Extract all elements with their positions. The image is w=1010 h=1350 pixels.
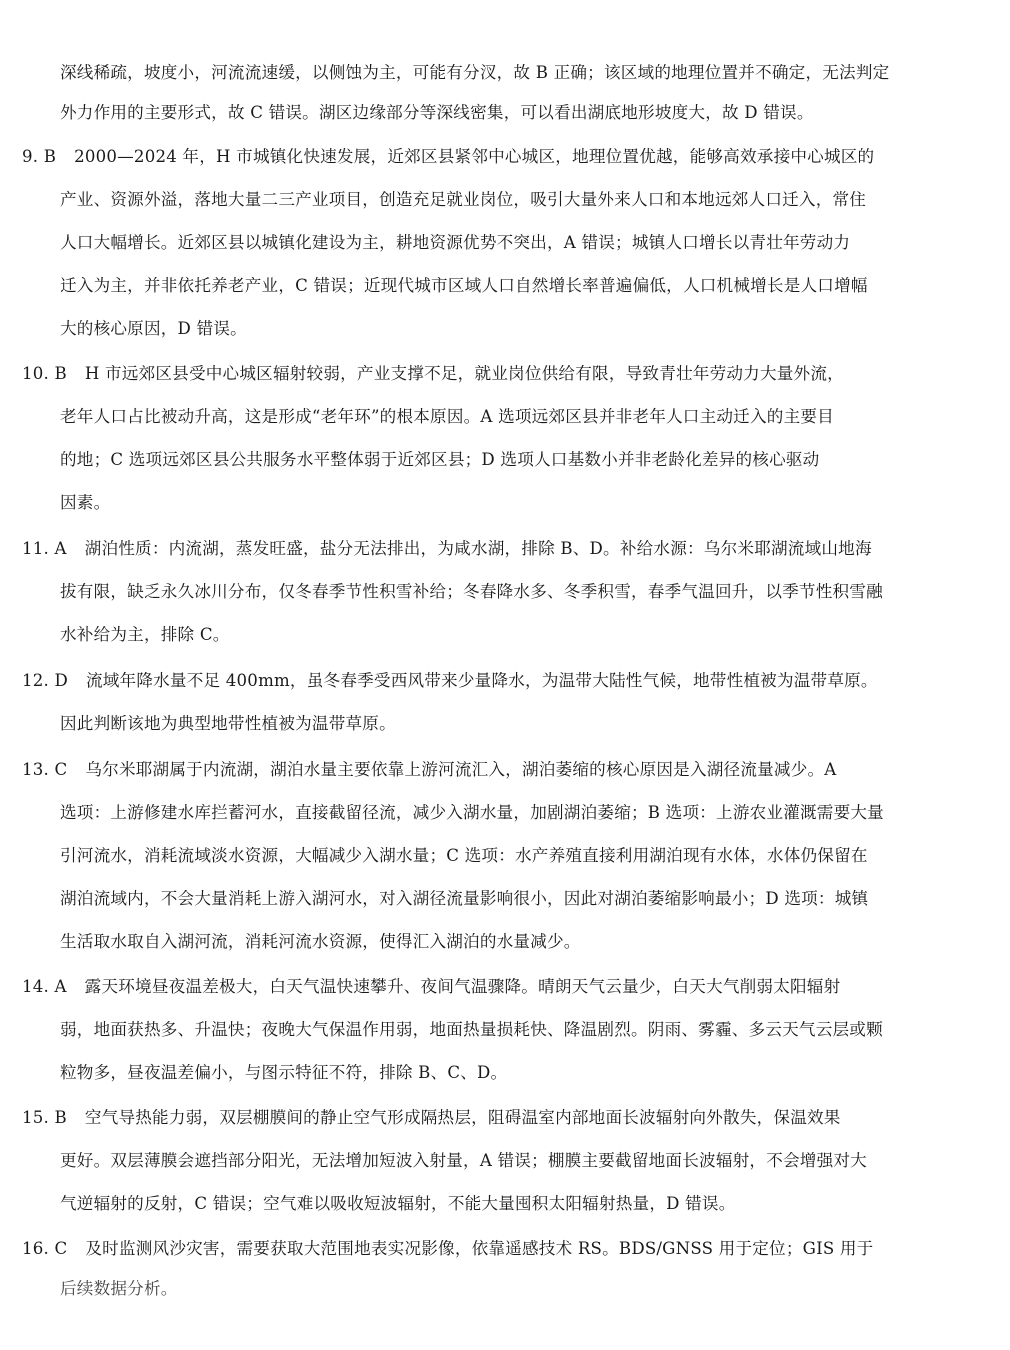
answer-number: 15. B xyxy=(22,1108,67,1127)
text-line xyxy=(0,878,1010,920)
text-line xyxy=(0,1183,1010,1225)
answer-item-16 xyxy=(0,1228,972,1270)
text-line xyxy=(0,52,1010,94)
text-line xyxy=(0,222,1010,264)
line-text: 弱，地面获热多、升温快；夜晚大气保温作用弱，地面热量损耗快、降温剧烈。阴雨、雾霾、多云天气云层或颗 xyxy=(60,1020,883,1039)
line-text: 后续数据分析。 xyxy=(60,1279,178,1298)
answer-number: 11. A xyxy=(22,539,67,558)
text-line xyxy=(0,308,1010,350)
text-line xyxy=(0,439,1010,481)
line-text: 的地；C 选项远郊区县公共服务水平整体弱于近郊区县；D 选项人口基数小并非老龄化差异的核心驱动 xyxy=(60,450,820,469)
text-line xyxy=(0,396,1010,438)
answer-item-11 xyxy=(0,528,972,570)
text-line xyxy=(0,1268,1010,1298)
text-line xyxy=(0,921,1010,963)
line-text: 水补给为主，排除 C。 xyxy=(60,625,230,644)
answer-item-14 xyxy=(0,966,972,1008)
text-line xyxy=(0,835,1010,877)
answer-item-15 xyxy=(0,1097,972,1139)
answer-number: 14. A xyxy=(22,977,67,996)
text-line xyxy=(0,482,1010,524)
answer-item-9 xyxy=(0,136,972,178)
line-text: 生活取水取自入湖河流，消耗河流水资源，使得汇入湖泊的水量减少。 xyxy=(60,932,581,951)
line-text: 及时监测风沙灾害，需要获取大范围地表实况影像，依靠遥感技术 RS。BDS/GNSS 用于定位；GIS 用于 xyxy=(85,1239,874,1258)
text-line xyxy=(0,614,1010,656)
answer-item-10 xyxy=(0,353,972,395)
answer-number: 10. B xyxy=(22,364,67,383)
line-text: 露天环境昼夜温差极大，白天气温快速攀升、夜间气温骤降。晴朗天气云量少，白天大气削弱太阳辐射 xyxy=(84,977,841,996)
line-text: 因此判断该地为典型地带性植被为温带草原。 xyxy=(60,714,396,733)
line-text: 拔有限，缺乏永久冰川分布，仅冬春季节性积雪补给；冬春降水多、冬季积雪，春季气温回升，以季节性积雪融 xyxy=(60,582,883,601)
line-text: 因素。 xyxy=(60,493,111,512)
text-line xyxy=(0,1140,1010,1182)
line-text: 湖泊性质：内流湖，蒸发旺盛，盐分无法排出，为咸水湖，排除 B、D。补给水源：乌尔米耶湖流域山地海 xyxy=(84,539,872,558)
line-text: 湖泊流域内，不会大量消耗上游入湖河水，对入湖径流量影响很小，因此对湖泊萎缩影响最小；D 选项：城镇 xyxy=(60,889,869,908)
text-line xyxy=(0,571,1010,613)
line-text: 引河流水，消耗流域淡水资源，大幅减少入湖水量；C 选项：水产养殖直接利用湖泊现有水体，水体仍保留在 xyxy=(60,846,868,865)
text-line xyxy=(0,179,1010,221)
answer-number: 13. C xyxy=(22,760,68,779)
line-text: 2000—2024 年，H 市城镇化快速发展，近郊区县紧邻中心城区，地理位置优越，能够高效承接中心城区的 xyxy=(74,147,875,166)
line-text: 大的核心原因，D 错误。 xyxy=(60,319,247,338)
line-text: 深线稀疏，坡度小，河流流速缓，以侧蚀为主，可能有分汊，故 B 正确；该区域的地理位置并不确定，无法判定 xyxy=(60,63,890,82)
line-text: 气逆辐射的反射，C 错误；空气难以吸收短波辐射，不能大量囤积太阳辐射热量，D 错误。 xyxy=(60,1194,736,1213)
answer-item-13 xyxy=(0,749,972,791)
line-text: 流域年降水量不足 400mm，虽冬春季受西风带来少量降水，为温带大陆性气候，地带性植被为温带草原。 xyxy=(85,671,878,690)
text-line xyxy=(0,703,1010,745)
answer-number: 9. B xyxy=(22,147,57,166)
text-line xyxy=(0,792,1010,834)
line-text: 乌尔米耶湖属于内流湖，湖泊水量主要依靠上游河流汇入，湖泊萎缩的核心原因是入湖径流量减少。A xyxy=(85,760,837,779)
line-text: 更好。双层薄膜会遮挡部分阳光，无法增加短波入射量，A 错误；棚膜主要截留地面长波辐射，不会增强对大 xyxy=(60,1151,867,1170)
answer-number: 16. C xyxy=(22,1239,68,1258)
line-text: 产业、资源外溢，落地大量二三产业项目，创造充足就业岗位，吸引大量外来人口和本地远郊人口迁入，常住 xyxy=(60,190,867,209)
text-line xyxy=(0,92,1010,134)
line-text: 空气导热能力弱，双层棚膜间的静止空气形成隔热层，阻碍温室内部地面长波辐射向外散失，保温效果 xyxy=(84,1108,841,1127)
text-line xyxy=(0,1052,1010,1094)
line-text: 迁入为主，并非依托养老产业，C 错误；近现代城市区域人口自然增长率普遍偏低，人口机械增长是人口增幅 xyxy=(60,276,868,295)
line-text: 选项：上游修建水库拦蓄河水，直接截留径流，减少入湖水量，加剧湖泊萎缩；B 选项：上游农业灌溉需要大量 xyxy=(60,803,884,822)
answer-item-12 xyxy=(0,660,972,702)
line-text: 外力作用的主要形式，故 C 错误。湖区边缘部分等深线密集，可以看出湖底地形坡度大，故 D 错误。 xyxy=(60,103,814,122)
line-text: H 市远郊区县受中心城区辐射较弱，产业支撑不足，就业岗位供给有限，导致青壮年劳动力大量外流， xyxy=(84,364,844,383)
text-line xyxy=(0,1009,1010,1051)
line-text: 粒物多，昼夜温差偏小，与图示特征不符，排除 B、C、D。 xyxy=(60,1063,508,1082)
line-text: 老年人口占比被动升高，这是形成“老年环”的根本原因。A 选项远郊区县并非老年人口主动迁入的主要目 xyxy=(60,407,834,426)
line-text: 人口大幅增长。近郊区县以城镇化建设为主，耕地资源优势不突出，A 错误；城镇人口增长以青壮年劳动力 xyxy=(60,233,851,252)
text-line xyxy=(0,265,1010,307)
answer-number: 12. D xyxy=(22,671,68,690)
